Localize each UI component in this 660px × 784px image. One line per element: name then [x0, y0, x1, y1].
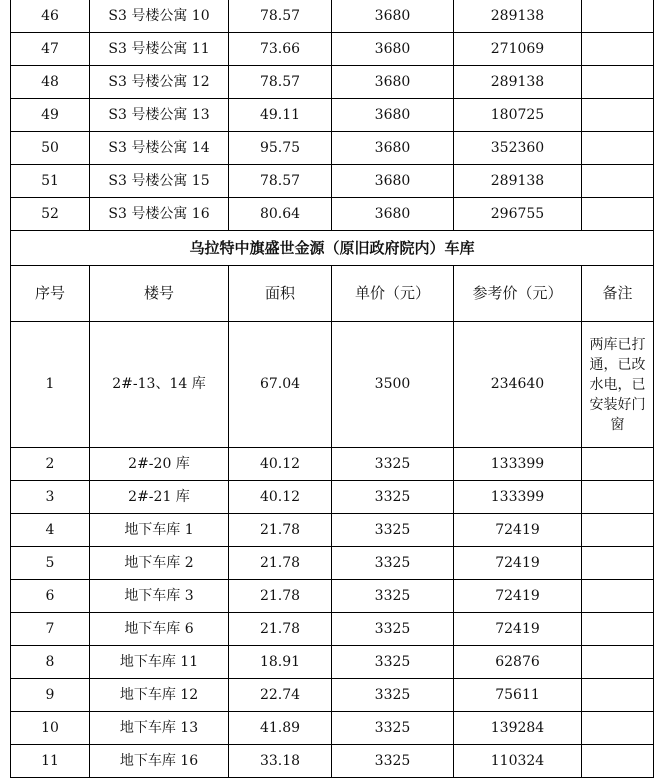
header-area: 面积	[229, 266, 332, 322]
cell-unit-price: 3325	[332, 547, 454, 580]
table-row	[11, 481, 654, 514]
apartment-rows	[11, 0, 654, 231]
cell-note	[582, 198, 654, 231]
cell-area: 21.78	[229, 613, 332, 646]
cell-unit-price: 3325	[332, 481, 454, 514]
cell-no: 46	[11, 0, 90, 33]
cell-no: 5	[11, 547, 90, 580]
cell-ref-price: 133399	[454, 448, 582, 481]
table-row	[11, 613, 654, 646]
cell-building: S3 号楼公寓 10	[90, 0, 229, 33]
cell-unit-price: 3325	[332, 514, 454, 547]
cell-ref-price: 72419	[454, 547, 582, 580]
cell-area: 21.78	[229, 547, 332, 580]
cell-ref-price: 180725	[454, 99, 582, 132]
cell-no: 1	[11, 322, 90, 448]
cell-no: 8	[11, 646, 90, 679]
cell-building: 地下车库 13	[90, 712, 229, 745]
cell-building: S3 号楼公寓 13	[90, 99, 229, 132]
cell-area: 21.78	[229, 514, 332, 547]
header-building: 楼号	[90, 266, 229, 322]
cell-note: 两库已打通，已改水电，已安装好门窗	[582, 322, 654, 448]
cell-area: 40.12	[229, 448, 332, 481]
cell-no: 2	[11, 448, 90, 481]
cell-unit-price: 3325	[332, 613, 454, 646]
cell-building: 2#-13、14 库	[90, 322, 229, 448]
cell-building: S3 号楼公寓 14	[90, 132, 229, 165]
cell-area: 33.18	[229, 745, 332, 778]
cell-note	[582, 613, 654, 646]
cell-no: 48	[11, 66, 90, 99]
table-row	[11, 580, 654, 613]
garage-rows	[11, 448, 654, 778]
cell-note	[582, 580, 654, 613]
cell-unit-price: 3680	[332, 0, 454, 33]
cell-no: 49	[11, 99, 90, 132]
cell-ref-price: 75611	[454, 679, 582, 712]
cell-area: 67.04	[229, 322, 332, 448]
cell-area: 80.64	[229, 198, 332, 231]
cell-building: S3 号楼公寓 11	[90, 33, 229, 66]
cell-unit-price: 3325	[332, 712, 454, 745]
cell-note	[582, 646, 654, 679]
cell-unit-price: 3325	[332, 745, 454, 778]
cell-building: 2#-21 库	[90, 481, 229, 514]
cell-unit-price: 3325	[332, 679, 454, 712]
cell-ref-price: 352360	[454, 132, 582, 165]
section-title: 乌拉特中旗盛世金源（原旧政府院内）车库	[11, 231, 654, 266]
table-row	[11, 448, 654, 481]
cell-ref-price: 234640	[454, 322, 582, 448]
cell-no: 6	[11, 580, 90, 613]
table-row	[11, 33, 654, 66]
cell-note	[582, 0, 654, 33]
cell-area: 18.91	[229, 646, 332, 679]
cell-note	[582, 165, 654, 198]
cell-unit-price: 3680	[332, 132, 454, 165]
table-row	[11, 0, 654, 33]
cell-area: 21.78	[229, 580, 332, 613]
cell-building: S3 号楼公寓 12	[90, 66, 229, 99]
header-note: 备注	[582, 266, 654, 322]
table-row	[11, 547, 654, 580]
cell-area: 40.12	[229, 481, 332, 514]
cell-area: 41.89	[229, 712, 332, 745]
cell-note	[582, 547, 654, 580]
table-row	[11, 132, 654, 165]
cell-building: 地下车库 6	[90, 613, 229, 646]
cell-unit-price: 3680	[332, 66, 454, 99]
header-unit-price: 单价（元）	[332, 266, 454, 322]
header-no: 序号	[11, 266, 90, 322]
cell-no: 50	[11, 132, 90, 165]
cell-note	[582, 448, 654, 481]
cell-area: 73.66	[229, 33, 332, 66]
table-row	[11, 66, 654, 99]
cell-ref-price: 289138	[454, 0, 582, 33]
cell-building: 地下车库 12	[90, 679, 229, 712]
table-row	[11, 322, 654, 448]
cell-area: 78.57	[229, 0, 332, 33]
cell-unit-price: 3325	[332, 580, 454, 613]
cell-ref-price: 289138	[454, 165, 582, 198]
cell-ref-price: 139284	[454, 712, 582, 745]
cell-building: S3 号楼公寓 15	[90, 165, 229, 198]
cell-unit-price: 3680	[332, 165, 454, 198]
cell-ref-price: 62876	[454, 646, 582, 679]
cell-ref-price: 296755	[454, 198, 582, 231]
cell-building: 地下车库 2	[90, 547, 229, 580]
cell-ref-price: 72419	[454, 613, 582, 646]
table-row	[11, 745, 654, 778]
cell-unit-price: 3500	[332, 322, 454, 448]
cell-building: 地下车库 11	[90, 646, 229, 679]
garage-section	[11, 231, 654, 448]
cell-no: 11	[11, 745, 90, 778]
cell-building: 地下车库 1	[90, 514, 229, 547]
cell-no: 4	[11, 514, 90, 547]
cell-ref-price: 110324	[454, 745, 582, 778]
price-table	[10, 0, 654, 778]
cell-no: 3	[11, 481, 90, 514]
header-row	[11, 266, 654, 322]
cell-area: 78.57	[229, 66, 332, 99]
table-row	[11, 514, 654, 547]
cell-no: 9	[11, 679, 90, 712]
table-row	[11, 679, 654, 712]
table-row	[11, 646, 654, 679]
cell-area: 49.11	[229, 99, 332, 132]
cell-ref-price: 289138	[454, 66, 582, 99]
cell-area: 22.74	[229, 679, 332, 712]
cell-note	[582, 514, 654, 547]
cell-ref-price: 72419	[454, 514, 582, 547]
cell-note	[582, 99, 654, 132]
cell-unit-price: 3680	[332, 99, 454, 132]
cell-no: 52	[11, 198, 90, 231]
cell-no: 47	[11, 33, 90, 66]
cell-note	[582, 33, 654, 66]
cell-note	[582, 745, 654, 778]
cell-unit-price: 3325	[332, 448, 454, 481]
cell-unit-price: 3680	[332, 33, 454, 66]
cell-note	[582, 712, 654, 745]
cell-no: 7	[11, 613, 90, 646]
cell-note	[582, 132, 654, 165]
cell-building: 地下车库 16	[90, 745, 229, 778]
table-row	[11, 165, 654, 198]
cell-unit-price: 3680	[332, 198, 454, 231]
cell-building: 2#-20 库	[90, 448, 229, 481]
cell-ref-price: 72419	[454, 580, 582, 613]
table-row	[11, 198, 654, 231]
cell-unit-price: 3325	[332, 646, 454, 679]
cell-building: 地下车库 3	[90, 580, 229, 613]
header-ref-price: 参考价（元）	[454, 266, 582, 322]
cell-ref-price: 271069	[454, 33, 582, 66]
table-row	[11, 99, 654, 132]
cell-ref-price: 133399	[454, 481, 582, 514]
cell-area: 95.75	[229, 132, 332, 165]
cell-note	[582, 66, 654, 99]
cell-area: 78.57	[229, 165, 332, 198]
cell-no: 51	[11, 165, 90, 198]
table-row	[11, 712, 654, 745]
cell-note	[582, 679, 654, 712]
cell-note	[582, 481, 654, 514]
cell-no: 10	[11, 712, 90, 745]
cell-building: S3 号楼公寓 16	[90, 198, 229, 231]
